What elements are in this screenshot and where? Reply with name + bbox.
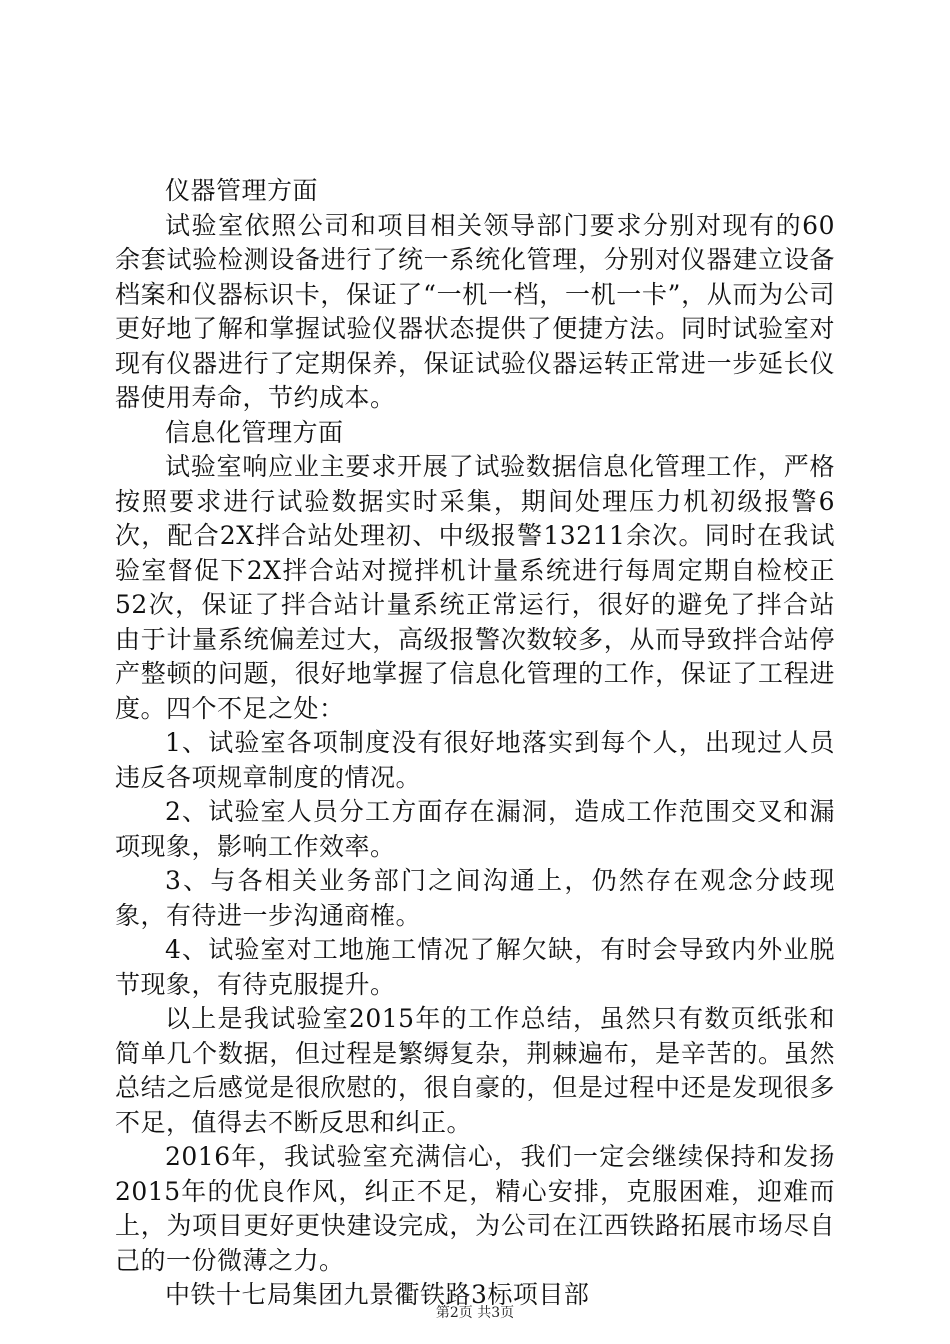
paragraph-information-management: 试验室响应业主要求开展了试验数据信息化管理工作，严格按照要求进行试验数据实时采集，期间处理压力机初级报警6次，配合2X拌合站处理初、中级报警13211余次。同时在我试验室督促下2X拌合站对搅拌机计量系统进行每周定期自检校正52次，保证了拌合站计量系统正常运行，很好的避免了拌合站由于计量系统偏差过大，高级报警次数较多，从而导致拌合站停产整顿的问题，很好地掌握了信息化管理的工作，保证了工程进度。四个不足之处： [115, 452, 835, 723]
document-body [115, 174, 835, 1313]
shortcoming-item-2: 2、试验室人员分工方面存在漏洞，造成工作范围交叉和漏项现象，影响工作效率。 [115, 797, 835, 861]
paragraph-instrument-management: 试验室依照公司和项目相关领导部门要求分别对现有的60余套试验检测设备进行了统一系统化管理，分别对仪器建立设备档案和仪器标识卡，保证了“一机一档，一机一卡”，从而为公司更好地了解和掌握试验仪器状态提供了便捷方法。同时试验室对现有仪器进行了定期保养，保证试验仪器运转正常进一步延长仪器使用寿命，节约成本。 [115, 210, 835, 412]
paragraph-outlook: 2016年，我试验室充满信心，我们一定会继续保持和发扬2015年的优良作风，纠正不足，精心安排，克服困难，迎难而上，为项目更好更快建设完成，为公司在江西铁路拓展市场尽自己的一份微薄之力。 [115, 1142, 835, 1275]
section-heading-instrument-management: 仪器管理方面 [165, 176, 319, 205]
shortcoming-item-3: 3、与各相关业务部门之间沟通上，仍然存在观念分歧现象，有待进一步沟通商榷。 [115, 866, 835, 930]
section-heading-information-management: 信息化管理方面 [165, 417, 344, 447]
shortcoming-item-1: 1、试验室各项制度没有很好地落实到每个人，出现过人员违反各项规章制度的情况。 [115, 728, 835, 792]
page-number-footer: 第2页 共3页 [435, 1305, 515, 1321]
shortcoming-item-4: 4、试验室对工地施工情况了解欠缺，有时会导致内外业脱节现象，有待克服提升。 [115, 935, 835, 999]
signature-organization: 中铁十七局集团九景衢铁路3标项目部 [165, 1280, 590, 1309]
paragraph-summary: 以上是我试验室2015年的工作总结，虽然只有数页纸张和简单几个数据，但过程是繁缛复杂，荆棘遍布，是辛苦的。虽然总结之后感觉是很欣慰的，很自豪的，但是过程中还是发现很多不足，值得去不断反思和纠正。 [115, 1004, 835, 1137]
